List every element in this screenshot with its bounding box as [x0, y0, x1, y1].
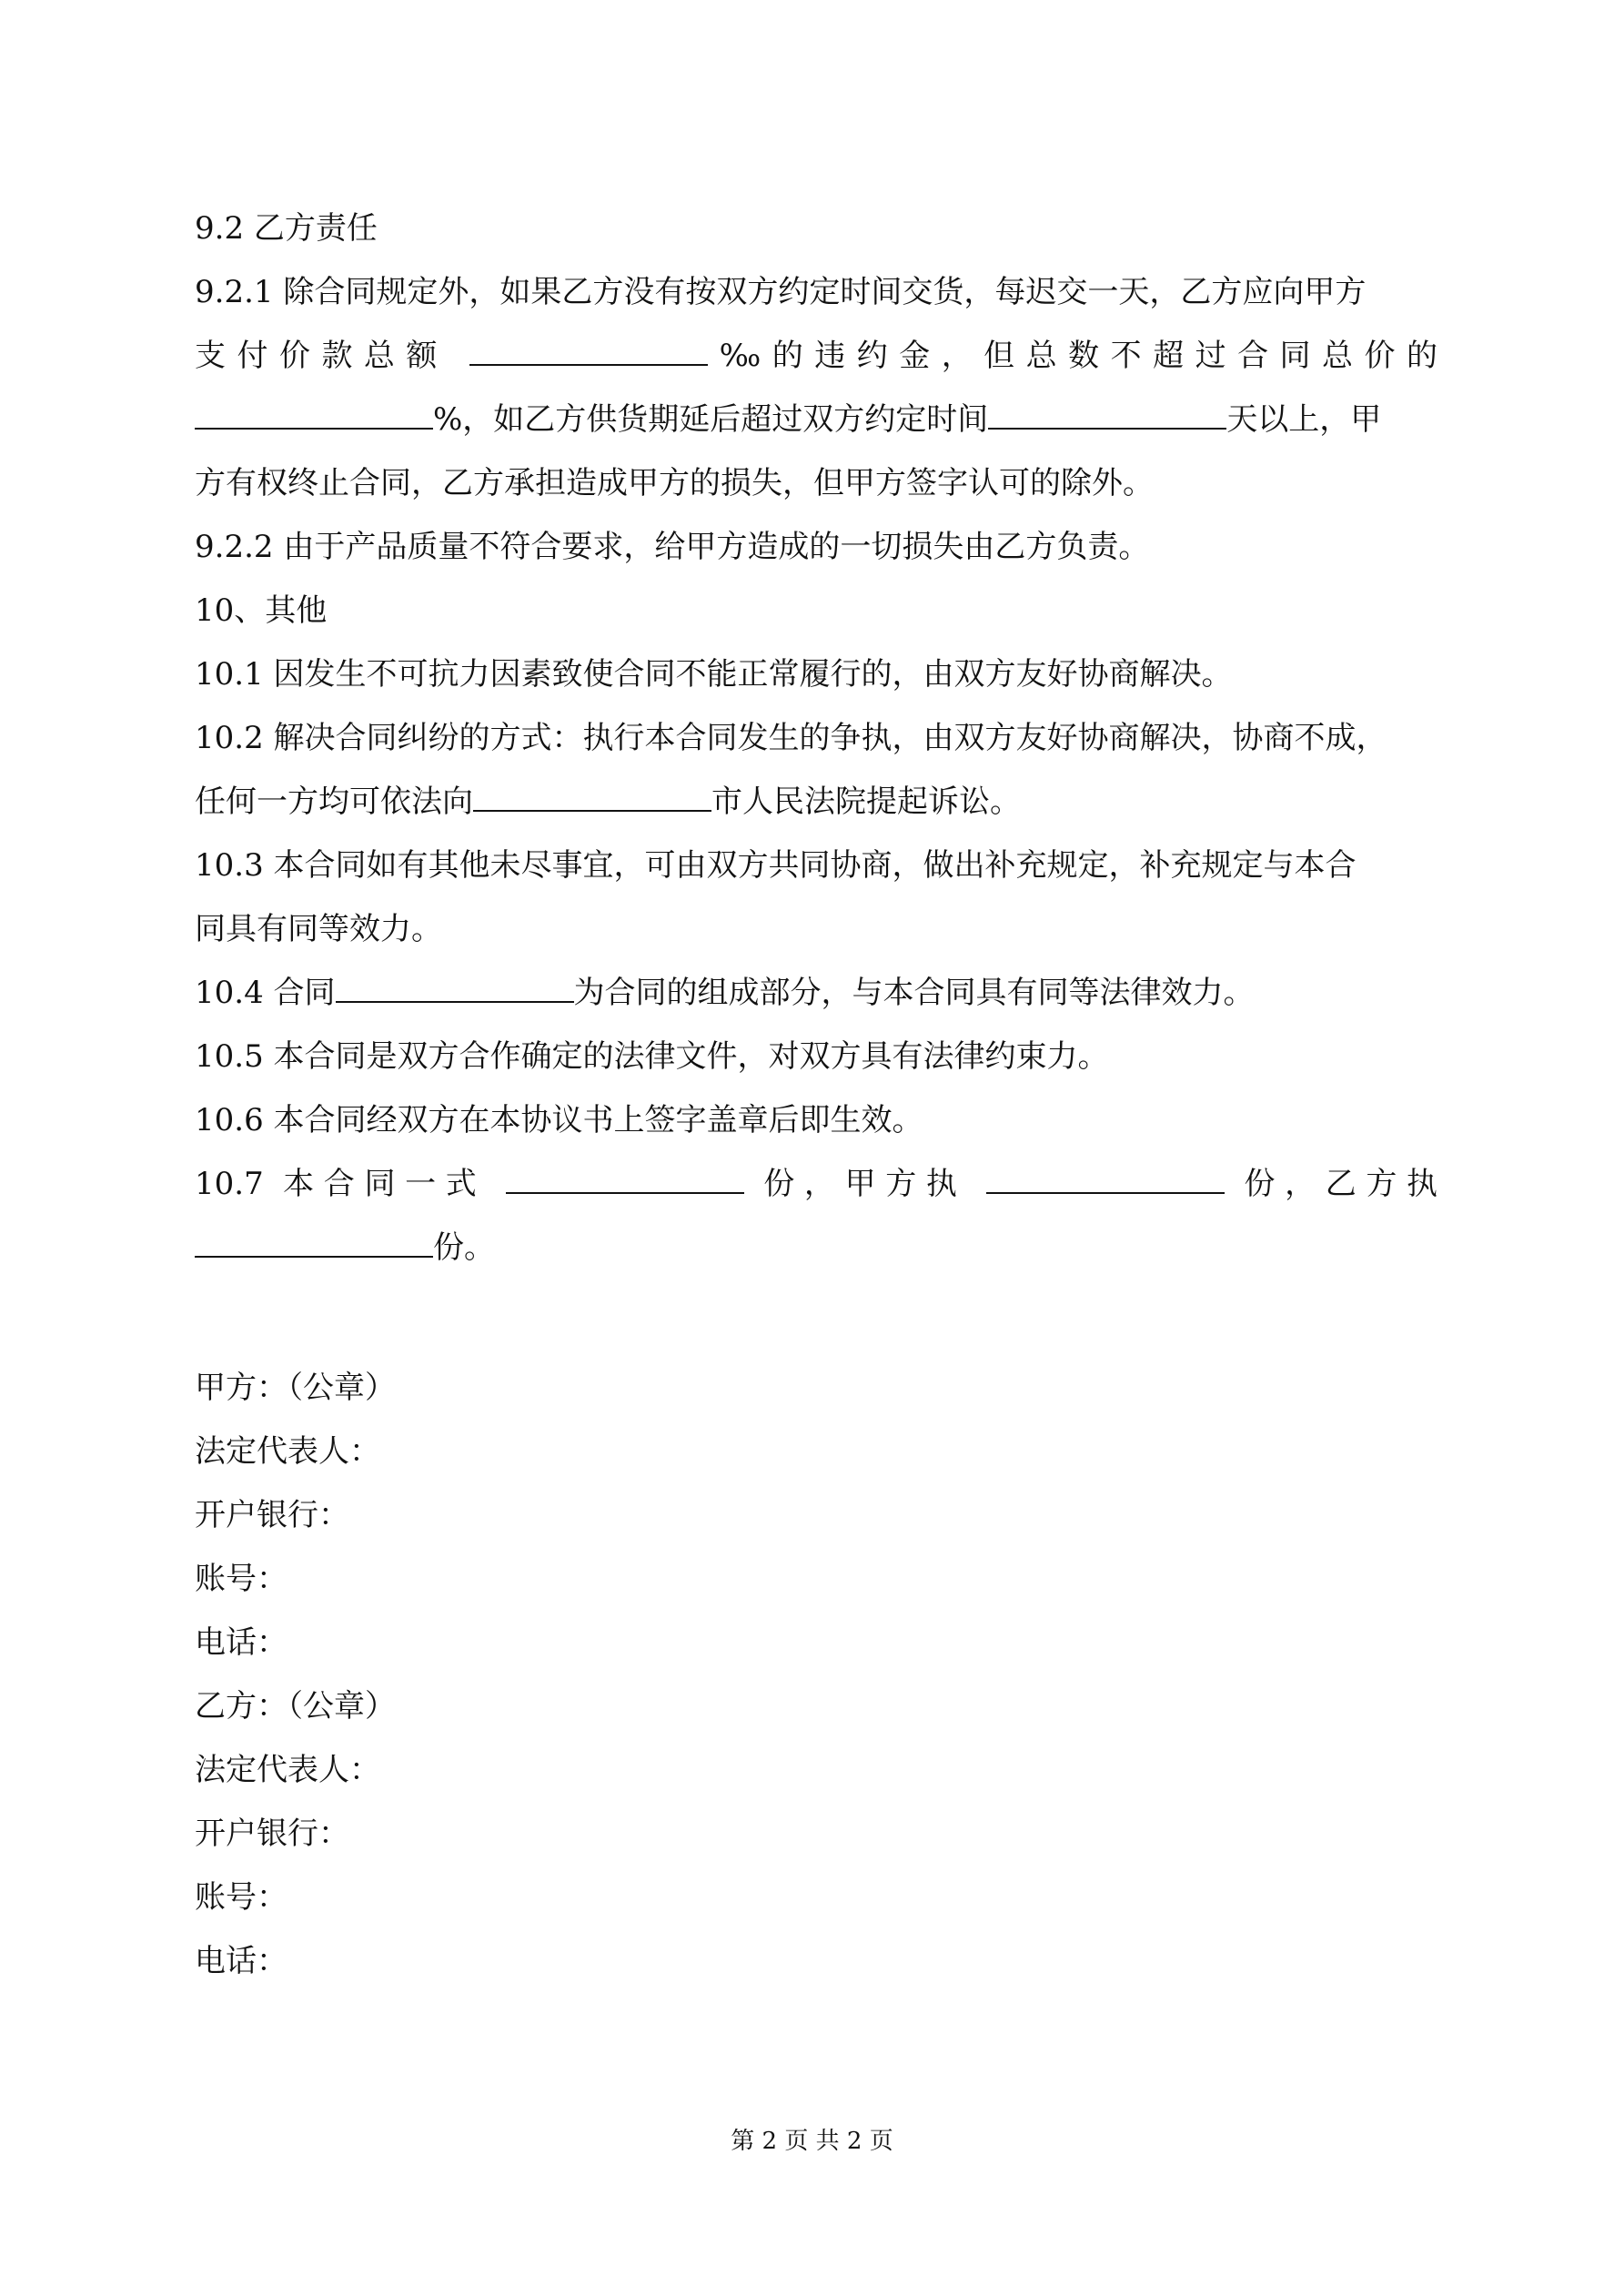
clause-10-6: 10.6 本合同经双方在本协议书上签字盖章后即生效。 — [195, 1102, 923, 1138]
section-10-heading: 10、其他 — [195, 592, 328, 629]
party-b-account: 账号： — [195, 1879, 287, 1916]
party-a-account: 账号： — [195, 1561, 287, 1597]
clause-text: 份。 — [433, 1229, 495, 1266]
clause-text: 支付价款总额 — [195, 338, 449, 374]
penalty-rate-blank — [469, 337, 708, 366]
party-a-phone: 电话： — [195, 1624, 287, 1661]
party-b-representative: 法定代表人： — [195, 1752, 380, 1788]
delay-days-blank — [988, 400, 1226, 430]
clause-text: 天以上，甲 — [1226, 401, 1382, 438]
clause-text: 份，甲方执 — [763, 1166, 967, 1202]
clause-10-2-line-2 — [195, 774, 1437, 829]
clause-10-1: 10.1 因发生不可抗力因素致使合同不能正常履行的，由双方友好协商解决。 — [195, 656, 1233, 693]
clause-10-5: 10.5 本合同是双方合作确定的法律文件，对双方具有法律约束力。 — [195, 1038, 1109, 1075]
clause-text: 为合同的组成部分，与本合同具有同等法律效力。 — [573, 975, 1255, 1011]
court-city-blank — [473, 783, 711, 812]
party-b-bank: 开户银行： — [195, 1816, 349, 1852]
clause-text: ‰的违约金，但总数不超过合同总价的 — [708, 338, 1437, 374]
clause-9-2-2: 9.2.2 由于产品质量不符合要求，给甲方造成的一切损失由乙方负责。 — [195, 529, 1150, 565]
clause-text: 10.4 合同 — [195, 975, 336, 1011]
clause-10-7-line-2 — [195, 1220, 1437, 1275]
section-9-2-heading: 9.2 乙方责任 — [195, 210, 378, 247]
clause-10-2-line-1: 10.2 解决合同纠纷的方式：执行本合同发生的争执，由双方友好协商解决，协商不成， — [195, 720, 1387, 756]
page-number: 第 2 页 共 2 页 — [731, 2128, 893, 2155]
annex-blank — [336, 974, 574, 1003]
clause-10-7-line-1 — [195, 1157, 1437, 1211]
party-a-representative: 法定代表人： — [195, 1433, 380, 1470]
penalty-cap-blank — [195, 400, 433, 430]
party-a-bank: 开户银行： — [195, 1497, 349, 1533]
copies-party-a-blank — [986, 1165, 1225, 1194]
party-a-title: 甲方：（公章） — [195, 1370, 396, 1406]
clause-9-2-1-line-1: 9.2.1 除合同规定外，如果乙方没有按双方约定时间交货，每迟交一天，乙方应向甲方 — [195, 274, 1367, 310]
clause-text: %，如乙方供货期延后超过双方约定时间 — [433, 401, 989, 438]
party-b-title: 乙方：（公章） — [195, 1688, 396, 1725]
clause-9-2-1-line-2 — [195, 329, 1437, 383]
clause-text: 10.7 本合同一式 — [195, 1166, 487, 1202]
clause-text: 任何一方均可依法向 — [195, 784, 473, 820]
copies-total-blank — [506, 1165, 744, 1194]
clause-text: 份，乙方执 — [1244, 1166, 1437, 1202]
clause-text: 市人民法院提起诉讼。 — [711, 784, 1021, 820]
clause-10-3-line-1: 10.3 本合同如有其他未尽事宜，可由双方共同协商，做出补充规定，补充规定与本合 — [195, 847, 1357, 884]
copies-party-b-blank — [195, 1229, 433, 1258]
clause-10-4 — [195, 966, 1437, 1020]
clause-9-2-1-line-3 — [195, 392, 1437, 447]
clause-10-3-line-2: 同具有同等效力。 — [195, 911, 442, 947]
party-b-phone: 电话： — [195, 1943, 287, 1979]
clause-9-2-1-line-4: 方有权终止合同，乙方承担造成甲方的损失，但甲方签字认可的除外。 — [195, 465, 1154, 501]
